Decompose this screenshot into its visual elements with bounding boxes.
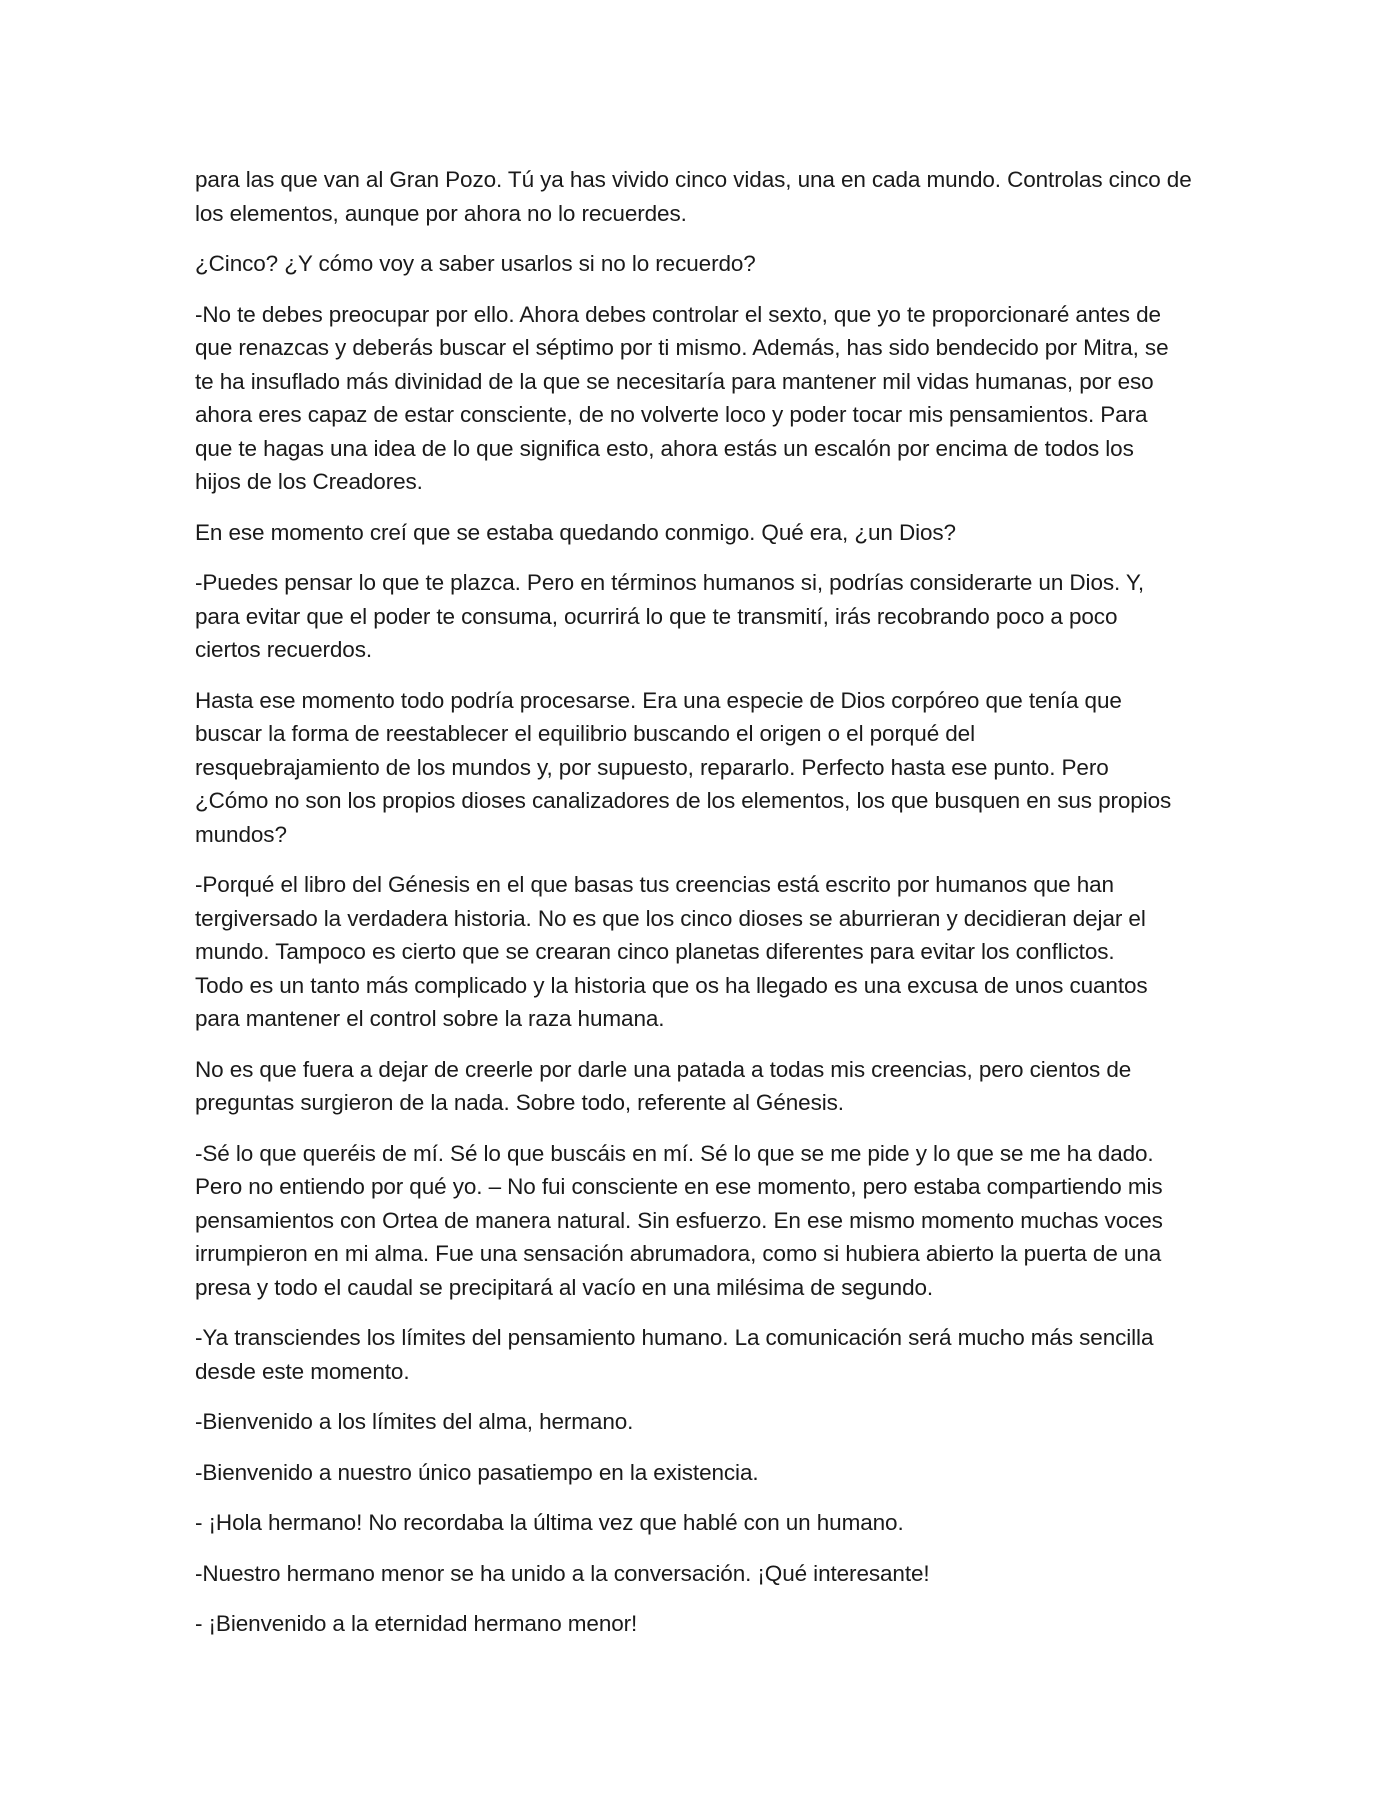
paragraph-10: -Ya transciendes los límites del pensamiento humano. La comunicación será mucho más sencilla desde este momento. <box>195 1325 1154 1384</box>
paragraph-8: No es que fuera a dejar de creerle por darle una patada a todas mis creencias, pero cientos de preguntas surgieron de la nada. Sobre todo, referente al Génesis. <box>195 1056 1132 1115</box>
paragraph-12: -Bienvenido a nuestro único pasatiempo en la existencia. <box>195 1459 759 1485</box>
paragraph-1: para las que van al Gran Pozo. Tú ya has vivido cinco vidas, una en cada mundo. Controlas cinco de los elementos, aunque por ahora no lo recuerdes. <box>195 167 1192 226</box>
paragraph-13: - ¡Hola hermano! No recordaba la última vez que hablé con un humano. <box>195 1510 904 1535</box>
paragraph-3: -No te debes preocupar por ello. Ahora debes controlar el sexto, que yo te proporcionaré antes de que renazcas y deberás buscar el séptimo por ti mismo. Además, has sido bendecido por Mitra, se te ha insuflado más divinidad de la que se necesitaría para mantener mil vidas humanas, por eso ahora eres capaz de estar consciente, de no volverte loco y poder tocar mis pensamientos. Para que te hagas una idea de lo que significa esto, ahora estás un escalón por encima de todos los hijos de los Creadores. <box>195 301 1169 494</box>
paragraph-14: -Nuestro hermano menor se ha unido a la conversación. ¡Qué interesante! <box>195 1560 930 1586</box>
paragraph-2: ¿Cinco? ¿Y cómo voy a saber usarlos si no lo recuerdo? <box>195 251 756 276</box>
paragraph-6: Hasta ese momento todo podría procesarse. Era una especie de Dios corpóreo que tenía que buscar la forma de reestablecer el equilibrio buscando el origen o el porqué del resquebrajamiento de los mundos y, por supuesto, repararlo. Perfecto hasta ese punto. Pero ¿Cómo no son los propios dioses canalizadores de los elementos, los que busquen en sus propios mundos? <box>195 687 1172 847</box>
paragraph-9: -Sé lo que queréis de mí. Sé lo que buscáis en mí. Sé lo que se me pide y lo que se me ha dado. Pero no entiendo por qué yo. – No fui consciente en ese momento, pero estaba compartiendo mis pensamientos con Ortea de manera natural. Sin esfuerzo. En ese mismo momento muchas voces irrumpieron en mi alma. Fue una sensación abrumadora, como si hubiera abierto la puerta de una presa y todo el caudal se precipitará al vacío en una milésima de segundo. <box>195 1140 1163 1300</box>
paragraph-5: -Puedes pensar lo que te plazca. Pero en términos humanos si, podrías considerarte un Dios. Y, para evitar que el poder te consuma, ocurrirá lo que te transmití, irás recobrando poco a poco ciertos recuerdos. <box>195 570 1145 662</box>
paragraph-15: - ¡Bienvenido a la eternidad hermano menor! <box>195 1611 638 1636</box>
document-body <box>195 163 1205 1658</box>
paragraph-7: -Porqué el libro del Génesis en el que basas tus creencias está escrito por humanos que han tergiversado la verdadera historia. No es que los cinco dioses se aburrieran y decidieran dejar el mundo. Tampoco es cierto que se crearan cinco planetas diferentes para evitar los conflictos. Todo es un tanto más complicado y la historia que os ha llegado es una excusa de unos cuantos para mantener el control sobre la raza humana. <box>195 872 1148 1031</box>
paragraph-4: En ese momento creí que se estaba quedando conmigo. Qué era, ¿un Dios? <box>195 519 956 545</box>
paragraph-11: -Bienvenido a los límites del alma, hermano. <box>195 1409 634 1434</box>
